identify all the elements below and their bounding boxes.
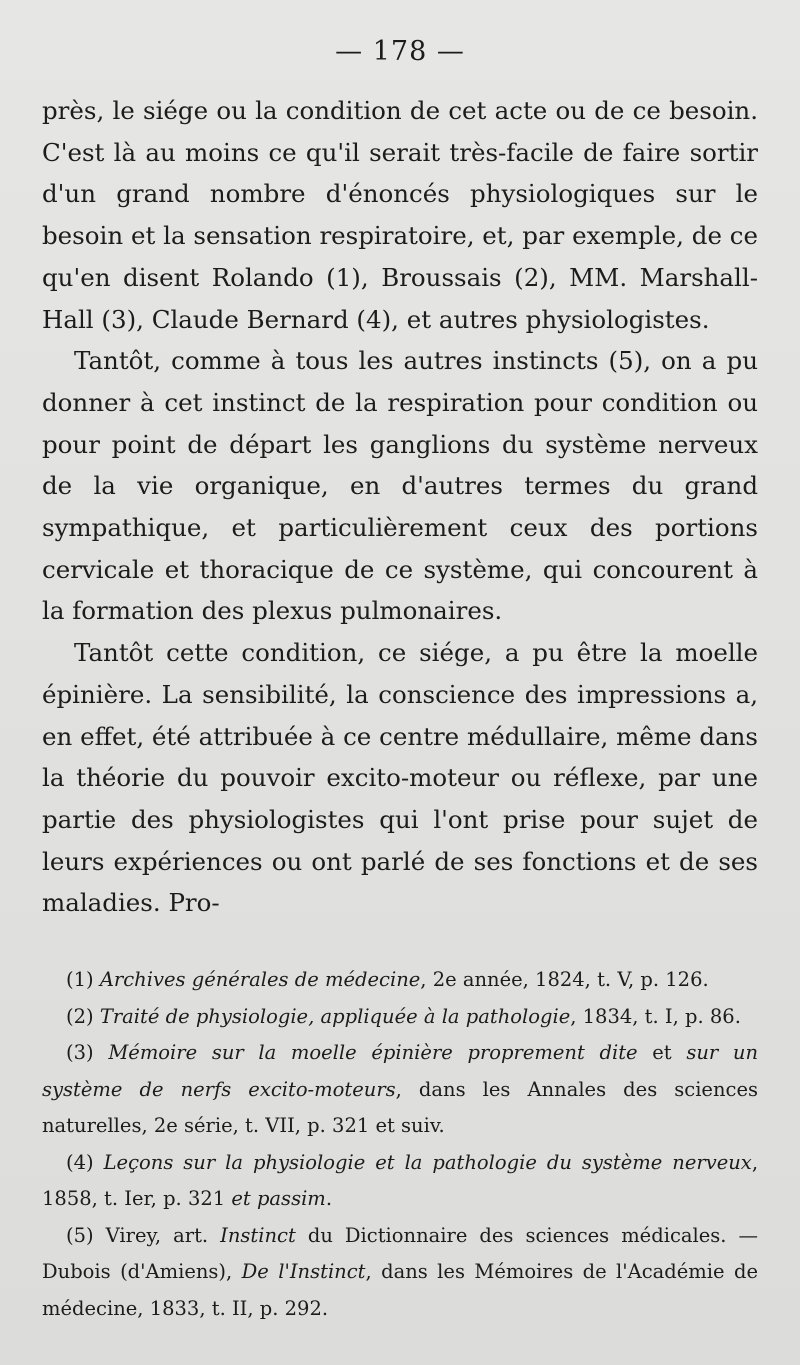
footnote-text: , 2e année, 1824, t. V, p. 126. — [420, 968, 709, 992]
footnote-title: Archives générales de médecine — [99, 968, 421, 992]
footnote-text: , dans les Annales des sciences naturelles, 2e série, t. VII, p. 321 et suiv. — [42, 1077, 758, 1138]
paragraph-1: près, le siége ou la condition de cet acte ou de ce besoin. C'est là au moins ce qu'il serait très-facile de faire sortir d'un grand nombre d'énoncés physiologiques sur le besoin et la sensation respiratoire, et, par exemple, de ce qu'en disent Rolando (1), Broussais (2), MM. Marshall-Hall (3), Claude Bernard (4), et autres physiologistes. — [42, 96, 758, 334]
footnote-1 — [42, 962, 758, 999]
footnote-5 — [42, 1218, 758, 1328]
footnote-title: Leçons sur la physiologie et la pathologie du système nerveux — [103, 1150, 752, 1174]
footnote-number: (1) — [66, 968, 94, 992]
footnotes — [42, 962, 758, 1327]
footnote-2 — [42, 999, 758, 1036]
footnote-title: Instinct — [220, 1223, 296, 1247]
footnote-title: Traité de physiologie, appliquée à la pathologie — [99, 1004, 571, 1028]
main-text — [42, 90, 758, 924]
page-number: — 178 — — [335, 36, 465, 67]
footnote-number: (4) — [66, 1150, 94, 1174]
footnote-text: , 1858, t. Ier, p. 321 — [42, 1150, 759, 1211]
footnote-number: (3) — [66, 1041, 94, 1065]
footnote-3 — [42, 1035, 758, 1145]
footnote-title: Mémoire sur la moelle épinière proprement dite — [108, 1041, 638, 1065]
footnote-number: (5) — [66, 1223, 94, 1247]
footnote-text: . — [325, 1187, 333, 1211]
footnote-title: et passim — [231, 1187, 326, 1211]
footnote-number: (2) — [66, 1004, 94, 1028]
footnote-4 — [42, 1145, 758, 1218]
footnote-text: du Dictionnaire des sciences médicales. — Dubois (d'Amiens), — [42, 1223, 758, 1284]
footnote-text: , dans les Mémoires de l'Académie de médecine, 1833, t. II, p. 292. — [42, 1260, 758, 1320]
footnote-text: , 1834, t. I, p. 86. — [570, 1004, 741, 1028]
footnote-title: De l'Instinct — [241, 1260, 366, 1284]
footnote-title: sur un système de nerfs excito-moteurs — [42, 1041, 759, 1101]
paragraph-2: Tantôt, comme à tous les autres instincts (5), on a pu donner à cet instinct de la respiration pour condition ou pour point de départ les ganglions du système nerveux de la vie organique, en d'autres termes du grand sympathique, et particulièrement ceux des portions cervicale et thoracique de ce système, qui concourent à la formation des plexus pulmonaires. — [42, 346, 758, 626]
footnote-text: et — [637, 1041, 687, 1065]
paragraph-3: Tantôt cette condition, ce siége, a pu être la moelle épinière. La sensibilité, la conscience des impressions a, en effet, été attribuée à ce centre médullaire, même dans la théorie du pouvoir excito-moteur ou réflexe, par une partie des physiologistes qui l'ont prise pour sujet de leurs expériences ou ont parlé de ses fonctions et de ses maladies. Pro- — [42, 638, 758, 918]
footnote-text: Virey, art. — [105, 1223, 221, 1247]
